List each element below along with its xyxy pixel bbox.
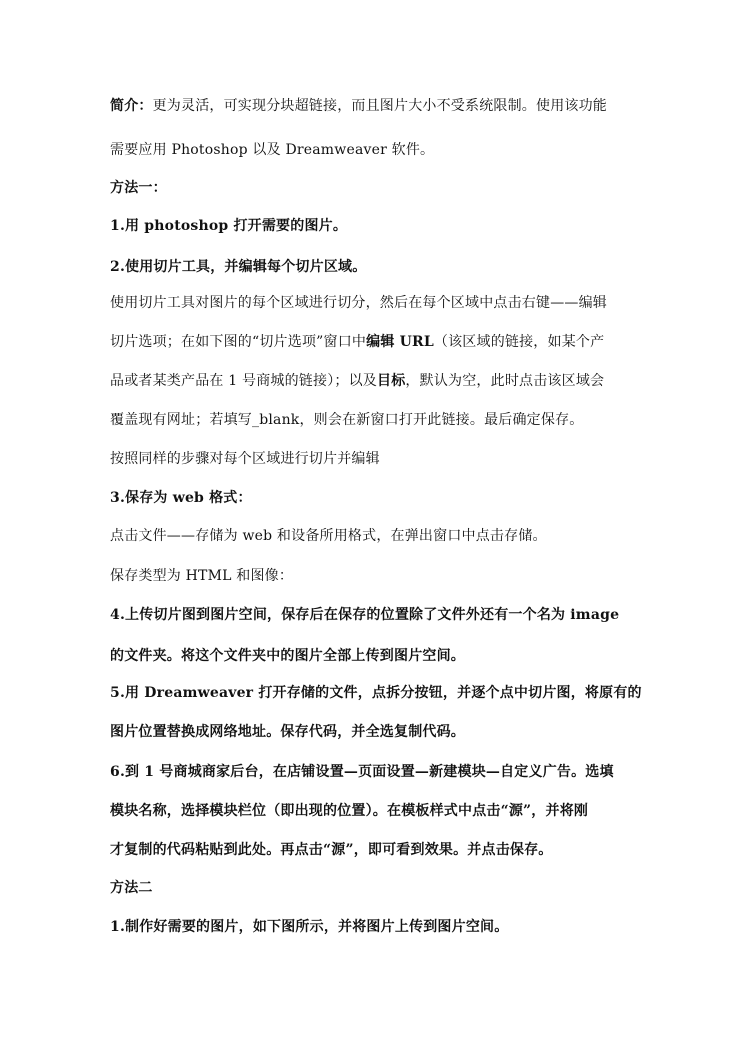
step2-desc-3a: 品或者某类产品在 1 号商城的链接）；以及 <box>110 373 378 389</box>
step2-desc-line-4: 覆盖现有网址；若填写_blank，则会在新窗口打开此链接。最后确定保存。 <box>110 412 584 428</box>
step2-desc-2c: （该区域的链接，如某个产 <box>433 334 605 350</box>
step2-desc-2a: 切片选项；在如下图的“切片选项”窗口中 <box>110 334 367 350</box>
method1-step6-line-2: 模块名称，选择模块栏位（即出现的位置）。在模板样式中点击“源”，并将刚 <box>110 803 589 819</box>
method1-step2: 2.使用切片工具，并编辑每个切片区域。 <box>110 259 367 275</box>
intro-label: 简介： <box>110 98 153 114</box>
step2-desc-line-2 <box>110 333 650 351</box>
intro-line-1 <box>110 97 650 115</box>
step2-desc-3c: ，默认为空，此时点击该区域会 <box>405 373 605 389</box>
intro-text-1: 更为灵活，可实现分块超链接，而且图片大小不受系统限制。使用该功能 <box>152 98 608 114</box>
method1-heading: 方法一： <box>110 180 167 196</box>
step3-desc-line-1: 点击文件——存储为 web 和设备所用格式，在弹出窗口中点击存储。 <box>110 528 547 544</box>
method1-step5-line-1: 5.用 Dreamweaver 打开存储的文件，点拆分按钮，并逐个点中切片图，将原有的 <box>110 685 642 701</box>
method1-step5-line-2: 图片位置替换成网络地址。保存代码，并全选复制代码。 <box>110 724 465 740</box>
method2-step1: 1.制作好需要的图片，如下图所示，并将图片上传到图片空间。 <box>110 919 509 935</box>
method1-step4-line-1: 4.上传切片图到图片空间，保存后在保存的位置除了文件外还有一个名为 image <box>110 607 620 623</box>
method2-heading: 方法二 <box>110 880 153 896</box>
intro-line-2: 需要应用 Photoshop 以及 Dreamweaver 软件。 <box>110 142 435 158</box>
method1-step4-line-2: 的文件夹。将这个文件夹中的图片全部上传到图片空间。 <box>110 648 465 664</box>
step2-desc-line-3 <box>110 372 650 390</box>
step2-desc-line-1: 使用切片工具对图片的每个区域进行切分，然后在每个区域中点击右键——编辑 <box>110 295 607 311</box>
step2-desc-2b: 编辑 URL <box>366 334 434 350</box>
step2-desc-line-5: 按照同样的步骤对每个区域进行切片并编辑 <box>110 451 380 467</box>
step3-desc-line-2: 保存类型为 HTML 和图像： <box>110 568 294 584</box>
step2-desc-3b: 目标 <box>377 373 406 389</box>
method1-step1: 1.用 photoshop 打开需要的图片。 <box>110 218 348 234</box>
method1-step6-line-1: 6.到 1 号商城商家后台，在店铺设置—页面设置—新建模块—自定义广告。选填 <box>110 764 614 780</box>
method1-step6-line-3: 才复制的代码粘贴到此处。再点击“源”，即可看到效果。并点击保存。 <box>110 842 553 858</box>
method1-step3: 3.保存为 web 格式： <box>110 490 252 506</box>
